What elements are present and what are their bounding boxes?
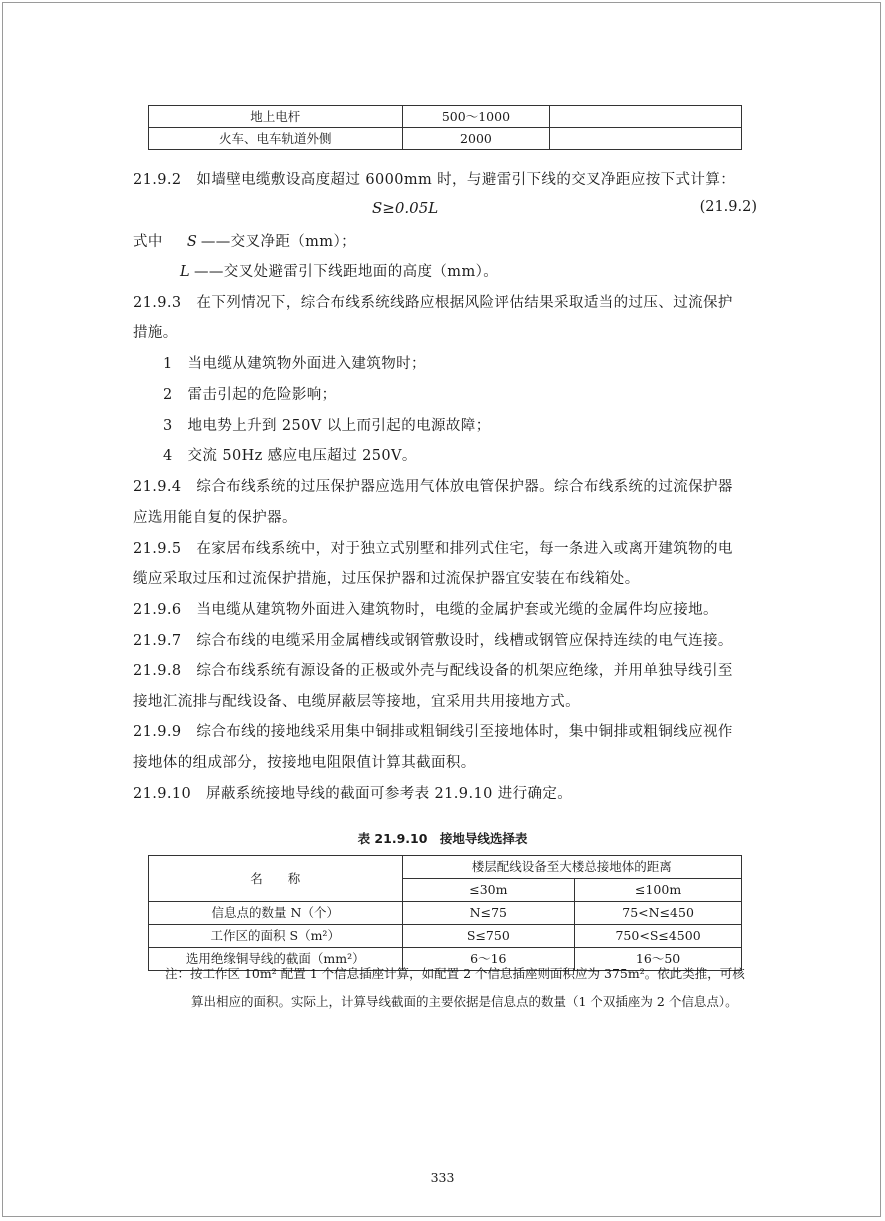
table-caption: 表 21.9.10 接地导线选择表: [357, 831, 528, 846]
definition-l-text: ——交叉处避雷引下线距地面的高度（mm）。: [194, 264, 499, 280]
table-header-row: [149, 856, 742, 879]
table-cell: [550, 106, 742, 128]
table-cell: 2000: [402, 128, 550, 150]
clause-21-9-2: 21.9.2 如墙壁电缆敷设高度超过 6000mm 时，与避雷引下线的交叉净距应按下式计算：: [133, 172, 736, 188]
table-cell: 500～1000: [402, 106, 550, 128]
table-row: [149, 106, 742, 128]
page-number: 333: [430, 1170, 455, 1185]
column-header-30m: ≤30m: [402, 879, 575, 902]
list-item: 2 雷击引起的危险影响；: [163, 387, 337, 403]
clause-21-9-6: 21.9.6 当电缆从建筑物外面进入建筑物时，电缆的金属护套或光缆的金属件均应接地。: [133, 602, 718, 618]
table-row: [149, 902, 742, 925]
formula-number: (21.9.2): [699, 199, 757, 215]
table-row: [149, 128, 742, 150]
list-item: 1 当电缆从建筑物外面进入建筑物时；: [163, 356, 426, 372]
clause-21-9-3-cont: 措施。: [133, 325, 178, 341]
column-header-100m: ≤100m: [575, 879, 742, 902]
table-cell: 6～16: [402, 948, 575, 971]
formula: S≥0.05L: [372, 199, 439, 217]
clause-21-9-5-cont: 缆应采取过压和过流保护措施，过压保护器和过流保护器宜安装在布线箱处。: [133, 571, 640, 587]
distance-table-continued: [148, 105, 742, 150]
clause-21-9-10: 21.9.10 屏蔽系统接地导线的截面可参考表 21.9.10 进行确定。: [133, 786, 573, 802]
table-cell: 工作区的面积 S（m²）: [149, 925, 403, 948]
clause-21-9-8-cont: 接地汇流排与配线设备、电缆屏蔽层等接地，宜采用共用接地方式。: [133, 694, 580, 710]
table-cell: 信息点的数量 N（个）: [149, 902, 403, 925]
table-cell: [550, 128, 742, 150]
table-cell: 750<S≤4500: [575, 925, 742, 948]
where-label: 式中: [133, 234, 163, 250]
clause-21-9-4-cont: 应选用能自复的保护器。: [133, 510, 297, 526]
clause-21-9-9-cont: 接地体的组成部分，按接地电阻限值计算其截面积。: [133, 755, 476, 771]
definition-s: [133, 230, 356, 251]
symbol-l: L: [180, 264, 191, 280]
clause-21-9-9: 21.9.9 综合布线的接地线采用集中铜排或粗铜线引至接地体时，集中铜排或粗铜线应视作: [133, 724, 733, 740]
definition-l: [180, 260, 498, 281]
clause-21-9-3: 21.9.3 在下列情况下，综合布线系统线路应根据风险评估结果采取适当的过压、过流保护: [133, 295, 733, 311]
column-header-distance: 楼层配线设备至大楼总接地体的距离: [402, 856, 742, 879]
clause-21-9-8: 21.9.8 综合布线系统有源设备的正极或外壳与配线设备的机架应绝缘，并用单独导线引至: [133, 663, 733, 679]
symbol-s: S: [186, 234, 198, 250]
table-cell: 75<N≤450: [575, 902, 742, 925]
definition-s-text: ——交叉净距（mm）；: [200, 234, 356, 250]
list-item: 4 交流 50Hz 感应电压超过 250V。: [163, 448, 417, 464]
table-note-cont: 算出相应的面积。实际上，计算导线截面的主要依据是信息点的数量（1 个双插座为 2 个信息点）。: [191, 994, 738, 1009]
table-cell: 地上电杆: [149, 106, 403, 128]
table-cell: S≤750: [402, 925, 575, 948]
grounding-wire-table: [148, 855, 742, 971]
table-note: 注：按工作区 10m² 配置 1 个信息插座计算，如配置 2 个信息插座则面积应为 375m²。依此类推，可核: [165, 966, 745, 981]
column-header-name: 名 称: [149, 856, 403, 902]
table-cell: 火车、电车轨道外侧: [149, 128, 403, 150]
clause-21-9-5: 21.9.5 在家居布线系统中，对于独立式别墅和排列式住宅，每一条进入或离开建筑物的电: [133, 541, 733, 557]
table-cell: N≤75: [402, 902, 575, 925]
table-row: [149, 925, 742, 948]
table-cell: 16～50: [575, 948, 742, 971]
clause-21-9-7: 21.9.7 综合布线的电缆采用金属槽线或钢管敷设时，线槽或钢管应保持连续的电气连接。: [133, 633, 733, 649]
list-item: 3 地电势上升到 250V 以上而引起的电源故障；: [163, 418, 491, 434]
clause-21-9-4: 21.9.4 综合布线系统的过压保护器应选用气体放电管保护器。综合布线系统的过流保护器: [133, 479, 733, 495]
table-cell: 选用绝缘铜导线的截面（mm²）: [149, 948, 403, 971]
